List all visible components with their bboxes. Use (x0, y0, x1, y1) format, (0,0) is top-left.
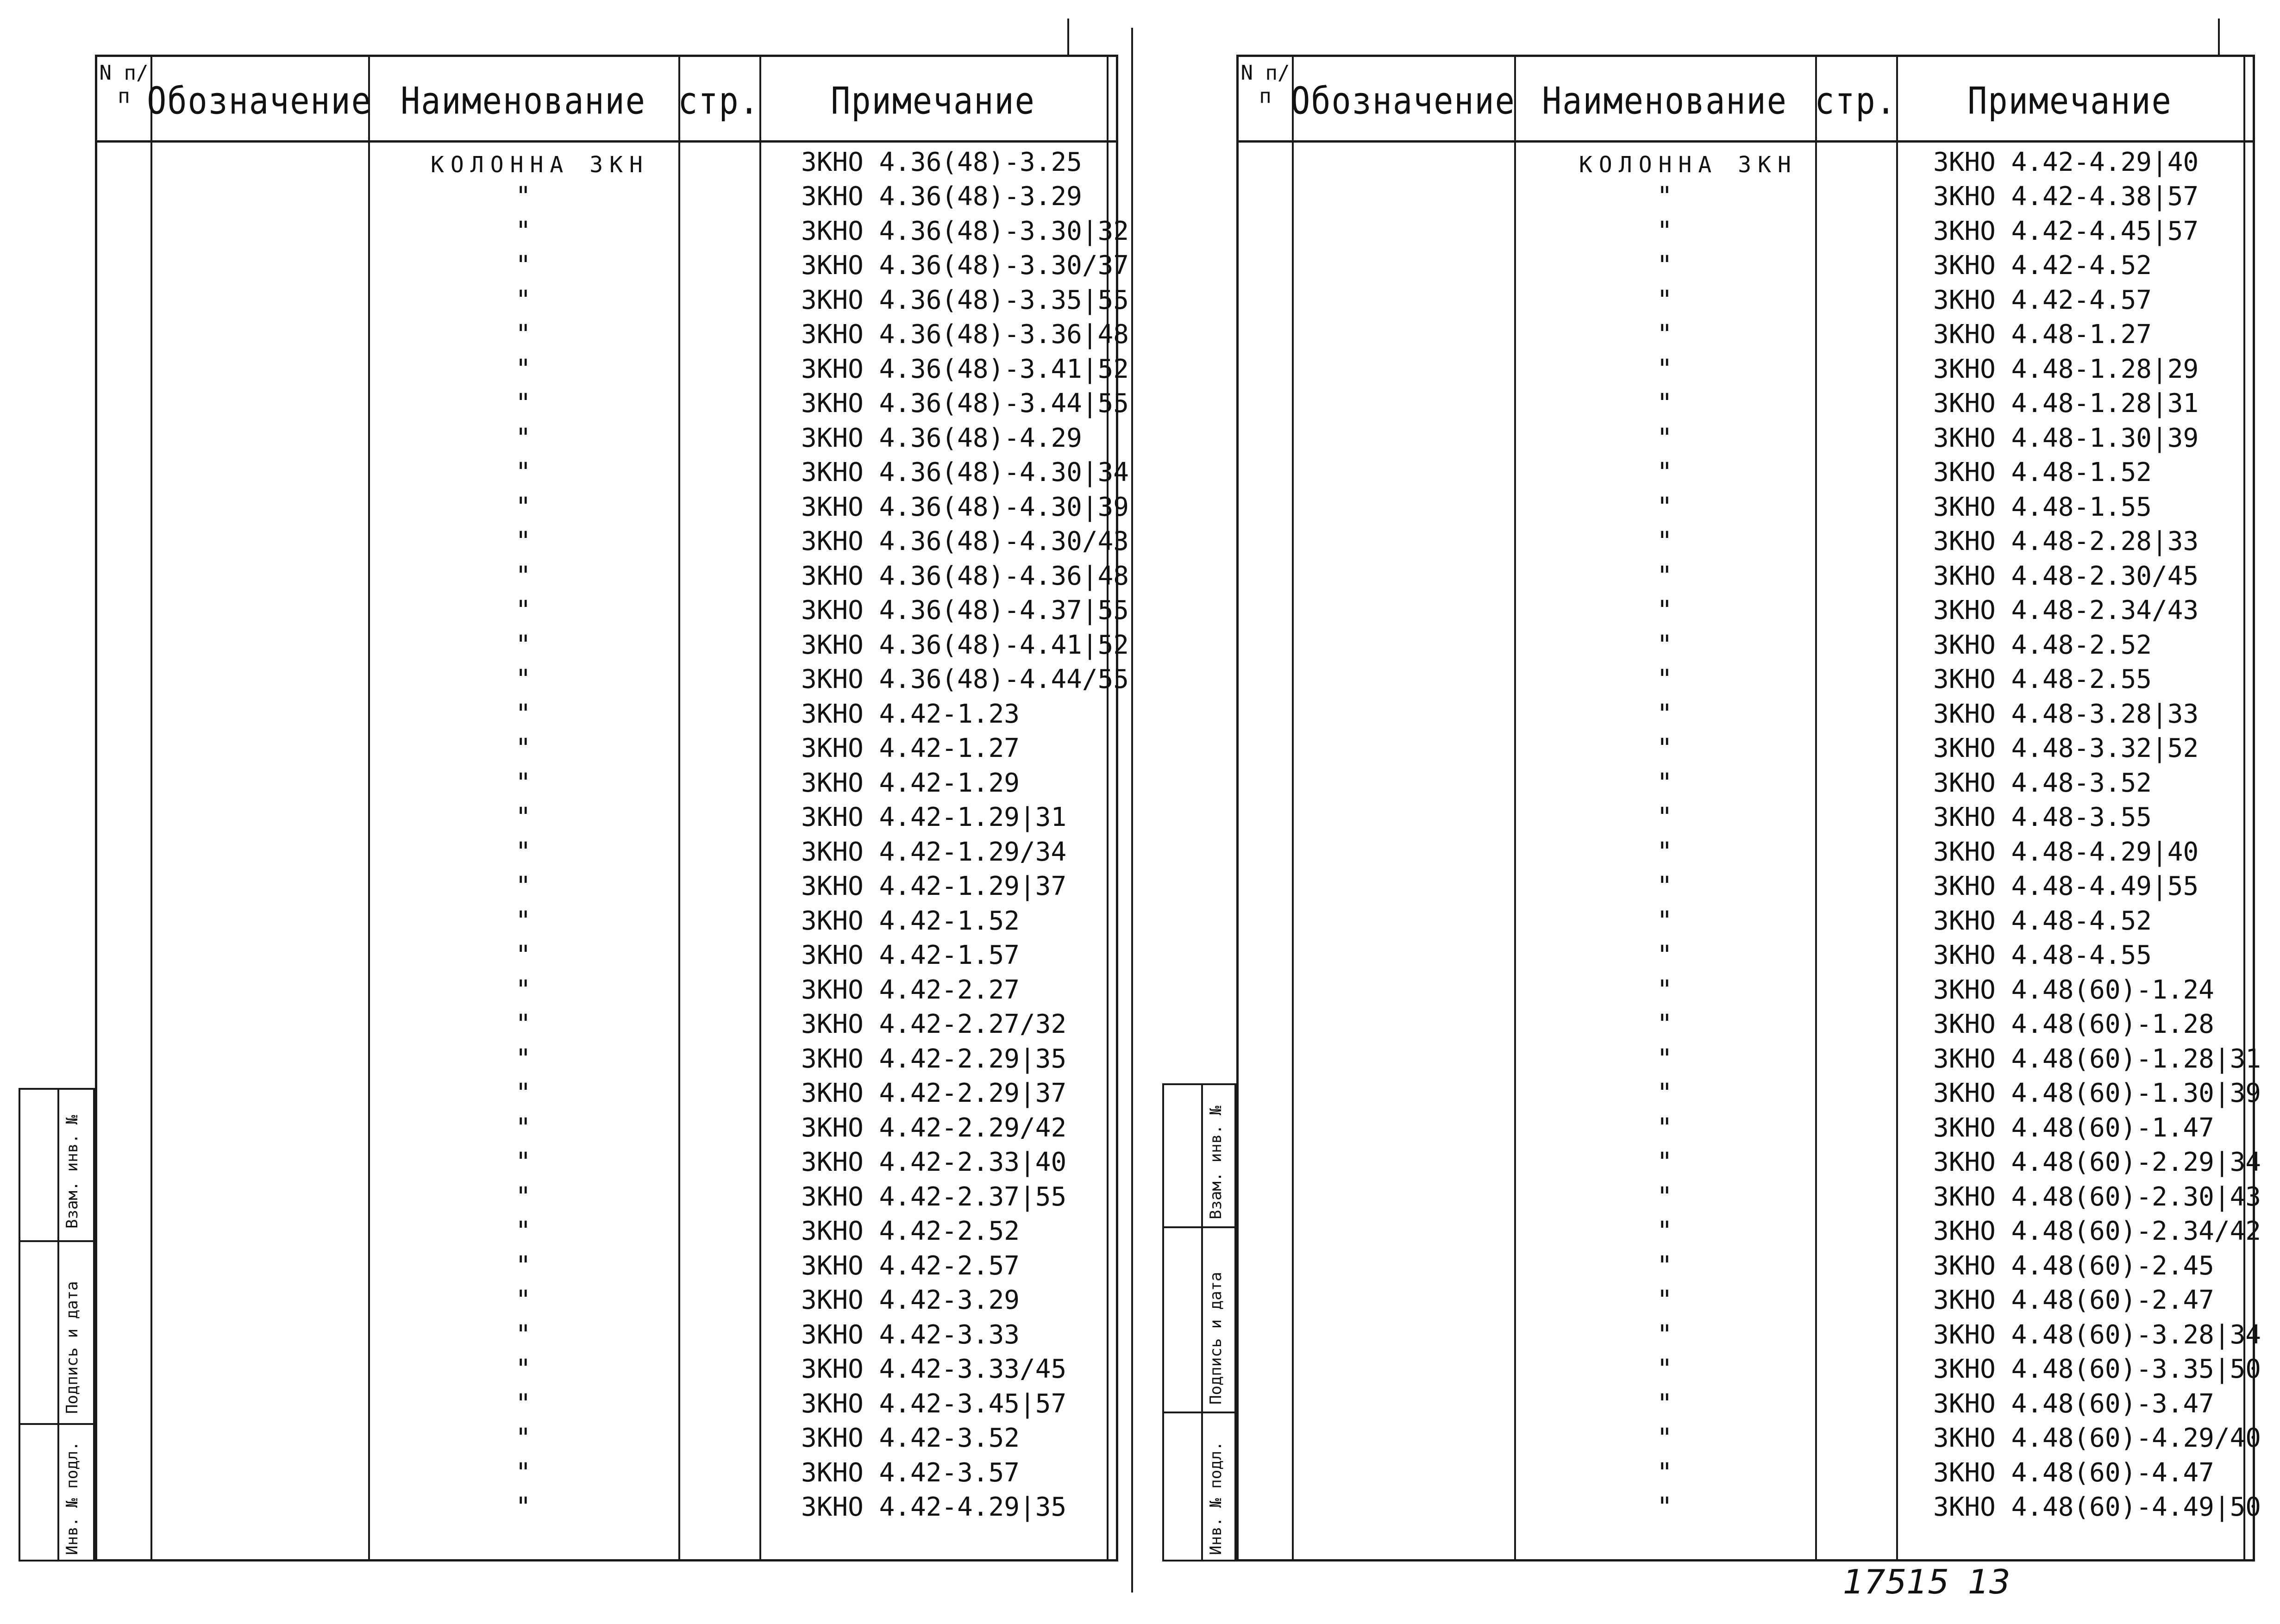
note-row: 3КНО 4.42-2.33|40 (801, 1147, 1067, 1178)
ditto-mark: " (1657, 492, 1672, 522)
note-row: 3КНО 4.42-3.57 (801, 1457, 1020, 1488)
name-column-title: КОЛОННА 3КН (431, 152, 649, 178)
ditto-mark: " (515, 1181, 531, 1212)
ditto-mark: " (515, 526, 531, 557)
ditto-mark: " (515, 1078, 531, 1109)
ditto-mark: " (515, 1492, 531, 1523)
ditto-mark: " (1657, 664, 1672, 695)
ditto-mark: " (515, 1388, 531, 1419)
note-row: 3КНО 4.48-1.55 (1933, 492, 2152, 522)
note-row: 3КНО 4.36(48)-4.30|34 (801, 457, 1129, 488)
ditto-mark: " (515, 1319, 531, 1350)
sheet-divider (1131, 28, 1133, 1593)
note-row: 3КНО 4.42-1.29|31 (801, 802, 1067, 833)
note-row: 3КНО 4.48-3.52 (1933, 768, 2152, 798)
note-row: 3КНО 4.42-4.29|40 (1933, 147, 2199, 177)
ditto-mark: " (1657, 1216, 1672, 1247)
stamp-inv-label: Инв. № подл. (1207, 1441, 1225, 1555)
stamp-signature-label: Подпись и дата (63, 1281, 81, 1414)
ditto-mark: " (1657, 1285, 1672, 1316)
ditto-mark: " (1657, 1009, 1672, 1040)
note-row: 3КНО 4.42-4.38|57 (1933, 181, 2199, 212)
ditto-mark: " (515, 1354, 531, 1385)
note-row: 3КНО 4.42-2.52 (801, 1216, 1020, 1247)
ditto-mark: " (1657, 1354, 1672, 1385)
note-row: 3КНО 4.36(48)-4.44/55 (801, 664, 1129, 695)
note-row: 3КНО 4.36(48)-4.41|52 (801, 630, 1129, 660)
header-name: Наименование (401, 79, 646, 123)
note-row: 3КНО 4.36(48)-3.35|55 (801, 285, 1129, 315)
note-row: 3КНО 4.42-4.29|35 (801, 1492, 1067, 1523)
note-row: 3КНО 4.42-4.57 (1933, 285, 2152, 315)
note-row: 3КНО 4.42-1.23 (801, 699, 1020, 729)
note-row: 3КНО 4.42-2.37|55 (801, 1181, 1067, 1212)
note-row: 3КНО 4.48-2.55 (1933, 664, 2152, 695)
note-row: 3КНО 4.48(60)-4.49|50 (1933, 1492, 2261, 1523)
note-row: 3КНО 4.48-4.52 (1933, 906, 2152, 936)
ditto-mark: " (515, 181, 531, 212)
note-row: 3КНО 4.36(48)-3.30/37 (801, 250, 1129, 281)
ditto-mark: " (1657, 906, 1672, 936)
note-row: 3КНО 4.48-3.32|52 (1933, 733, 2199, 764)
ditto-mark: " (1657, 319, 1672, 350)
note-row: 3КНО 4.36(48)-4.29 (801, 423, 1082, 453)
note-row: 3КНО 4.48(60)-2.34/42 (1933, 1216, 2261, 1247)
ditto-mark: " (515, 974, 531, 1005)
note-row: 3КНО 4.42-3.52 (801, 1423, 1020, 1454)
ditto-mark (1514, 145, 1815, 180)
note-row: 3КНО 4.48-3.55 (1933, 802, 2152, 833)
note-row: 3КНО 4.42-2.29/42 (801, 1112, 1067, 1143)
ditto-mark: " (1657, 871, 1672, 902)
ditto-mark: " (515, 250, 531, 281)
note-row: 3КНО 4.48-4.29|40 (1933, 837, 2199, 867)
ditto-mark: " (515, 1250, 531, 1281)
note-row: 3КНО 4.42-4.45|57 (1933, 216, 2199, 246)
ditto-column (1514, 145, 1815, 1524)
ditto-mark: " (515, 388, 531, 419)
note-row: 3КНО 4.36(48)-4.37|55 (801, 595, 1129, 626)
stamp-vzam-label: Взам. инв. № (63, 1115, 81, 1229)
header-page: стр. (1815, 79, 1897, 123)
note-row: 3КНО 4.48-1.27 (1933, 319, 2152, 350)
right-title-stamp (1162, 1083, 1236, 1562)
note-row: 3КНО 4.36(48)-3.44|55 (801, 388, 1129, 419)
note-row: 3КНО 4.42-2.27 (801, 974, 1020, 1005)
note-row: 3КНО 4.36(48)-3.36|48 (801, 319, 1129, 350)
document-number: 17515 (1843, 1562, 1949, 1601)
ditto-mark: " (1657, 1043, 1672, 1074)
corner-tick (2218, 19, 2220, 56)
header-designation: Обозначение (147, 79, 372, 123)
header-name: Наименование (1542, 79, 1787, 123)
ditto-mark: " (1657, 1147, 1672, 1178)
ditto-mark: " (1657, 423, 1672, 453)
ditto-mark: " (515, 492, 531, 522)
ditto-mark: " (515, 733, 531, 764)
ditto-mark: " (1657, 181, 1672, 212)
note-row: 3КНО 4.42-3.33 (801, 1319, 1020, 1350)
note-row: 3КНО 4.48(60)-4.47 (1933, 1457, 2214, 1488)
ditto-mark: " (515, 1043, 531, 1074)
note-row: 3КНО 4.48-1.52 (1933, 457, 2152, 488)
note-row: 3КНО 4.42-1.52 (801, 906, 1020, 936)
note-row: 3КНО 4.36(48)-3.30|32 (801, 216, 1129, 246)
ditto-mark: " (1657, 285, 1672, 315)
stamp-inv-label: Инв. № подл. (63, 1441, 81, 1555)
ditto-mark: " (1657, 802, 1672, 833)
note-row: 3КНО 4.48-1.30|39 (1933, 423, 2199, 453)
ditto-mark: " (1657, 1457, 1672, 1488)
ditto-mark: " (515, 940, 531, 971)
ditto-mark: " (1657, 388, 1672, 419)
page-number: 13 (1968, 1562, 2011, 1601)
note-row: 3КНО 4.42-1.29 (801, 768, 1020, 798)
ditto-mark: " (515, 1147, 531, 1178)
note-column (801, 145, 1129, 1524)
note-row: 3КНО 4.42-3.29 (801, 1285, 1020, 1316)
note-row: 3КНО 4.42-3.33/45 (801, 1354, 1067, 1385)
note-row: 3КНО 4.48-1.28|29 (1933, 354, 2199, 384)
note-row: 3КНО 4.48(60)-3.28|34 (1933, 1319, 2261, 1350)
header-num: N п/п (1240, 61, 1290, 108)
note-row: 3КНО 4.48(60)-1.28|31 (1933, 1043, 2261, 1074)
header-num: N п/п (99, 61, 149, 108)
ditto-mark: " (1657, 1250, 1672, 1281)
ditto-mark: " (515, 595, 531, 626)
note-row: 3КНО 4.48(60)-3.47 (1933, 1388, 2214, 1419)
note-column (1933, 145, 2261, 1524)
note-row: 3КНО 4.48(60)-1.24 (1933, 974, 2214, 1005)
ditto-mark: " (1657, 1181, 1672, 1212)
stamp-signature-label: Подпись и дата (1207, 1272, 1225, 1405)
ditto-mark: " (515, 837, 531, 867)
ditto-mark: " (1657, 974, 1672, 1005)
ditto-mark: " (515, 216, 531, 246)
right-sheet-table (1236, 55, 2261, 1562)
note-row: 3КНО 4.48-3.28|33 (1933, 699, 2199, 729)
header-note: Примечание (1967, 79, 2172, 123)
note-row: 3КНО 4.42-2.27/32 (801, 1009, 1067, 1040)
note-row: 3КНО 4.42-1.29|37 (801, 871, 1067, 902)
ditto-mark: " (1657, 630, 1672, 660)
note-row: 3КНО 4.48(60)-1.47 (1933, 1112, 2214, 1143)
ditto-mark: " (515, 906, 531, 936)
note-row: 3КНО 4.42-4.52 (1933, 250, 2152, 281)
ditto-mark: " (1657, 1423, 1672, 1454)
ditto-mark: " (1657, 1319, 1672, 1350)
left-title-stamp (19, 1088, 95, 1562)
ditto-mark: " (515, 1285, 531, 1316)
note-row: 3КНО 4.36(48)-4.30/43 (801, 526, 1129, 557)
ditto-mark: " (515, 871, 531, 902)
note-row: 3КНО 4.36(48)-3.29 (801, 181, 1082, 212)
ditto-mark: " (1657, 768, 1672, 798)
note-row: 3КНО 4.48(60)-1.28 (1933, 1009, 2214, 1040)
note-row: 3КНО 4.48(60)-4.29/40 (1933, 1423, 2261, 1454)
note-row: 3КНО 4.48-2.30/45 (1933, 561, 2199, 591)
ditto-mark: " (1657, 457, 1672, 488)
note-row: 3КНО 4.36(48)-4.30|39 (801, 492, 1129, 522)
note-row: 3КНО 4.48-2.28|33 (1933, 526, 2199, 557)
ditto-mark: " (515, 1216, 531, 1247)
ditto-column (368, 145, 678, 1524)
note-row: 3КНО 4.36(48)-4.36|48 (801, 561, 1129, 591)
ditto-mark: " (515, 630, 531, 660)
note-row: 3КНО 4.48(60)-3.35|50 (1933, 1354, 2261, 1385)
note-row: 3КНО 4.42-3.45|57 (801, 1388, 1067, 1419)
ditto-mark: " (1657, 595, 1672, 626)
header-designation: Обозначение (1290, 79, 1516, 123)
ditto-mark: " (1657, 1078, 1672, 1109)
ditto-mark: " (515, 802, 531, 833)
left-sheet-table (95, 55, 1129, 1562)
note-row: 3КНО 4.48-2.52 (1933, 630, 2152, 660)
ditto-mark: " (515, 1423, 531, 1454)
ditto-mark: " (1657, 354, 1672, 384)
ditto-mark: " (515, 457, 531, 488)
ditto-mark: " (515, 1112, 531, 1143)
ditto-mark: " (1657, 250, 1672, 281)
note-row: 3КНО 4.42-1.57 (801, 940, 1020, 971)
header-page: стр. (678, 79, 760, 123)
ditto-mark: " (1657, 1388, 1672, 1419)
note-row: 3КНО 4.48-2.34/43 (1933, 595, 2199, 626)
ditto-mark: " (515, 285, 531, 315)
ditto-mark: " (515, 561, 531, 591)
name-column-title: КОЛОННА 3КН (1579, 152, 1798, 178)
ditto-mark: " (515, 319, 531, 350)
ditto-mark: " (515, 699, 531, 729)
ditto-mark: " (515, 1457, 531, 1488)
note-row: 3КНО 4.48(60)-2.47 (1933, 1285, 2214, 1316)
note-row: 3КНО 4.42-2.29|37 (801, 1078, 1067, 1109)
ditto-mark: " (1657, 699, 1672, 729)
ditto-mark: " (515, 664, 531, 695)
note-row: 3КНО 4.42-1.27 (801, 733, 1020, 764)
corner-tick (1067, 19, 1069, 56)
ditto-mark: " (515, 768, 531, 798)
ditto-mark: " (515, 423, 531, 453)
note-row: 3КНО 4.42-1.29/34 (801, 837, 1067, 867)
ditto-mark (368, 145, 678, 180)
ditto-mark: " (1657, 561, 1672, 591)
note-row: 3КНО 4.48(60)-1.30|39 (1933, 1078, 2261, 1109)
ditto-mark: " (1657, 526, 1672, 557)
ditto-mark: " (1657, 1112, 1672, 1143)
ditto-mark: " (1657, 1492, 1672, 1523)
ditto-mark: " (515, 354, 531, 384)
note-row: 3КНО 4.48-4.49|55 (1933, 871, 2199, 902)
note-row: 3КНО 4.42-2.29|35 (801, 1043, 1067, 1074)
note-row: 3КНО 4.48-1.28|31 (1933, 388, 2199, 419)
note-row: 3КНО 4.48(60)-2.29|34 (1933, 1147, 2261, 1178)
ditto-mark: " (1657, 733, 1672, 764)
stamp-vzam-label: Взам. инв. № (1207, 1106, 1225, 1219)
ditto-mark: " (1657, 837, 1672, 867)
note-row: 3КНО 4.48-4.55 (1933, 940, 2152, 971)
note-row: 3КНО 4.36(48)-3.25 (801, 147, 1082, 177)
note-row: 3КНО 4.48(60)-2.30|43 (1933, 1181, 2261, 1212)
ditto-mark: " (1657, 940, 1672, 971)
note-row: 3КНО 4.48(60)-2.45 (1933, 1250, 2214, 1281)
ditto-mark: " (1657, 216, 1672, 246)
note-row: 3КНО 4.42-2.57 (801, 1250, 1020, 1281)
header-note: Примечание (831, 79, 1035, 123)
note-row: 3КНО 4.36(48)-3.41|52 (801, 354, 1129, 384)
ditto-mark: " (515, 1009, 531, 1040)
